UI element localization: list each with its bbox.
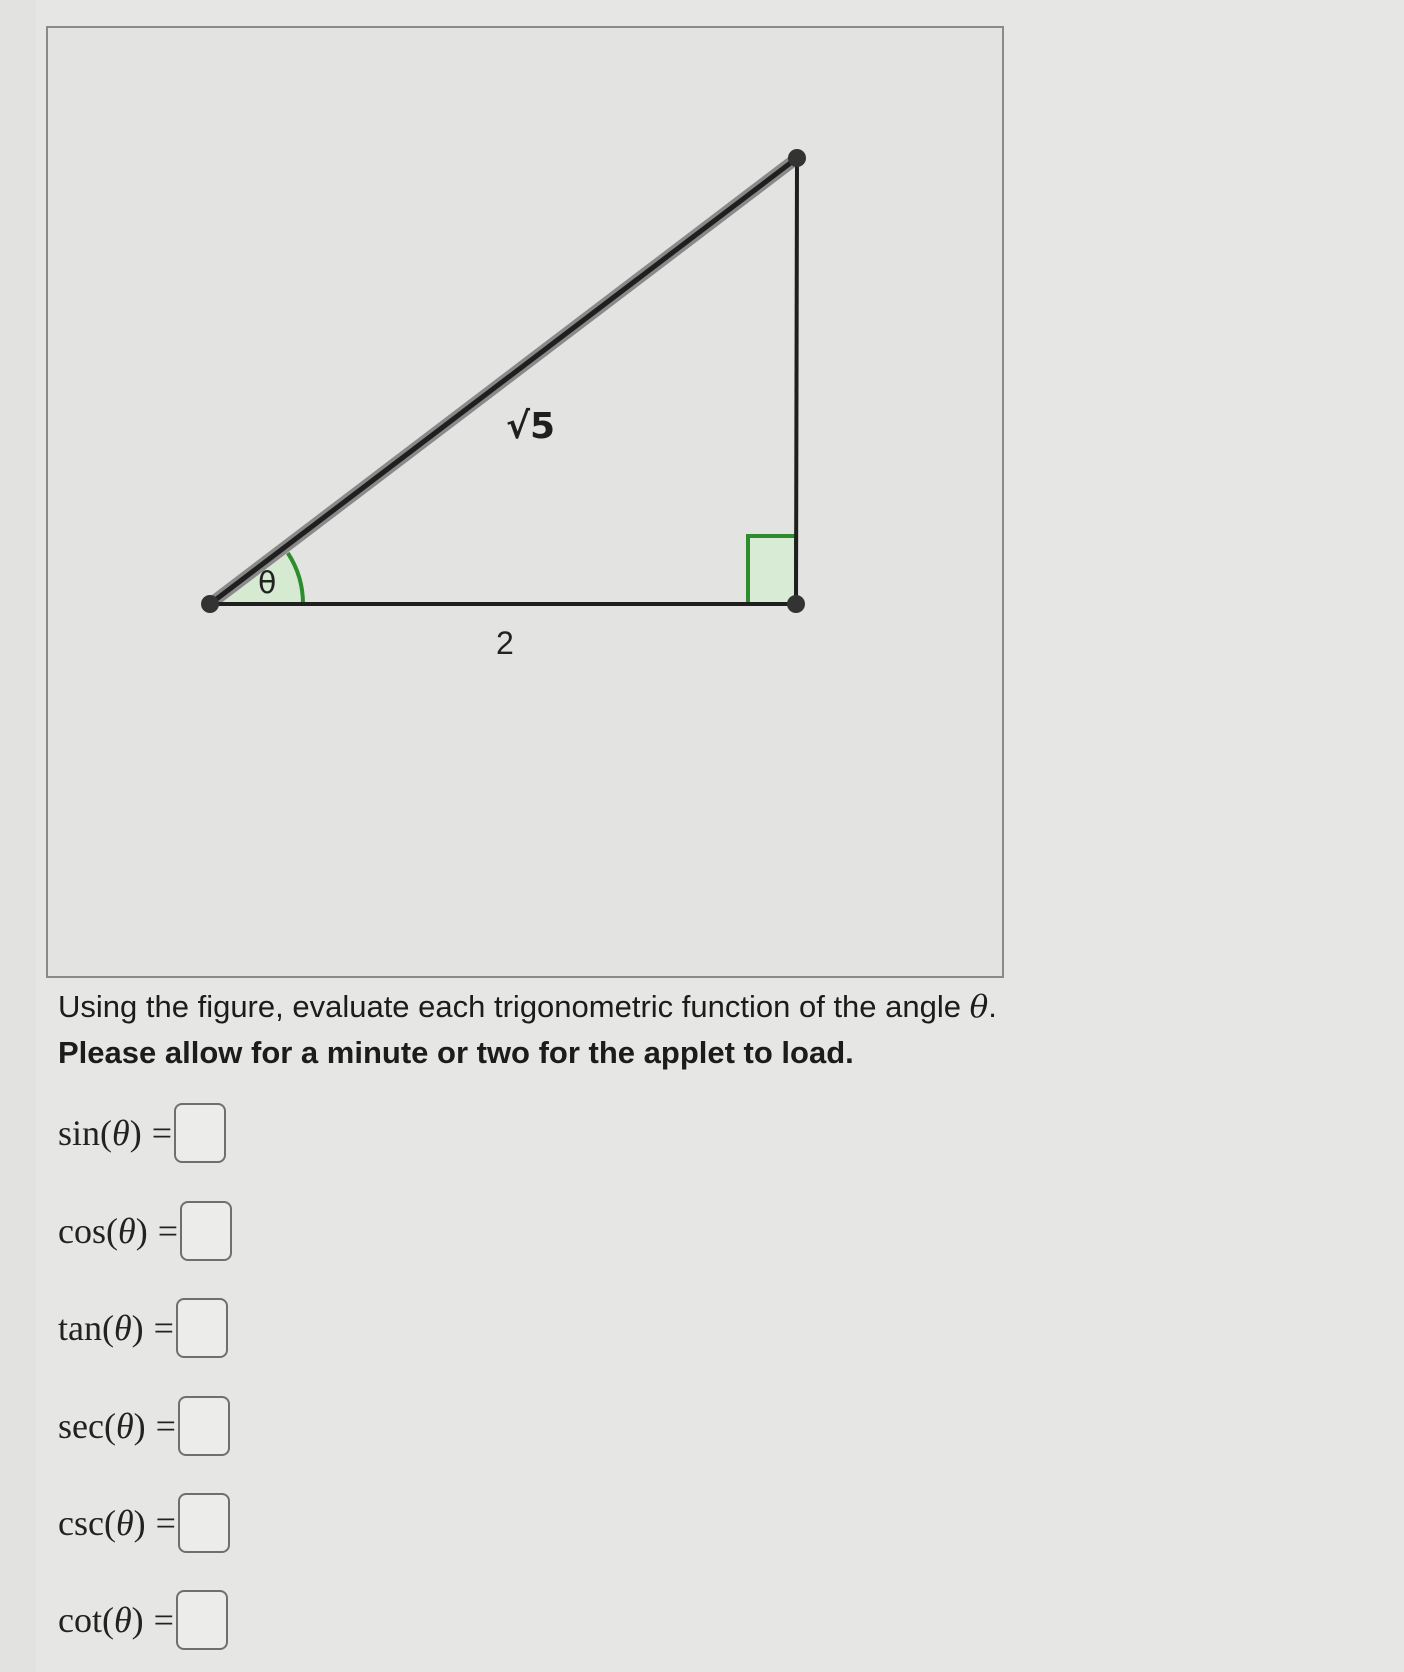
cos-func: cos bbox=[58, 1211, 106, 1251]
instructions bbox=[58, 984, 1118, 1076]
prompt-text: Using the figure, evaluate each trigonometric function of the angle bbox=[58, 989, 970, 1024]
csc-arg: θ bbox=[115, 1503, 134, 1543]
prompt-line bbox=[58, 984, 1118, 1030]
hypotenuse-line[interactable] bbox=[210, 158, 797, 604]
tan-equals: = bbox=[153, 1308, 174, 1348]
cot-arg: θ bbox=[113, 1600, 132, 1640]
sin-row bbox=[58, 1100, 226, 1166]
tan-answer-input[interactable] bbox=[176, 1298, 228, 1358]
tan-label: tan(θ) bbox=[58, 1308, 144, 1348]
csc-row bbox=[58, 1490, 230, 1556]
csc-equals: = bbox=[155, 1503, 176, 1543]
vertex-right-angle[interactable] bbox=[787, 595, 805, 613]
cos-label: cos(θ) bbox=[58, 1211, 148, 1251]
cot-answer-input[interactable] bbox=[176, 1590, 228, 1650]
cos-answer-input[interactable] bbox=[180, 1201, 232, 1261]
sec-func: sec bbox=[58, 1406, 104, 1446]
cot-equals: = bbox=[153, 1600, 174, 1640]
sec-equals: = bbox=[155, 1406, 176, 1446]
sec-answer-input[interactable] bbox=[178, 1396, 230, 1456]
sin-arg: θ bbox=[112, 1113, 130, 1153]
sec-row bbox=[58, 1393, 230, 1459]
csc-func: csc bbox=[58, 1503, 104, 1543]
triangle-figure bbox=[48, 28, 1002, 976]
cos-equals: = bbox=[157, 1211, 178, 1251]
vertical-leg-line[interactable] bbox=[796, 158, 797, 604]
cot-label: cot(θ) bbox=[58, 1600, 144, 1640]
csc-answer-input[interactable] bbox=[178, 1493, 230, 1553]
vertex-top[interactable] bbox=[788, 149, 806, 167]
page bbox=[36, 0, 1404, 1672]
hypotenuse-label: √5 bbox=[506, 406, 556, 447]
sin-answer-input[interactable] bbox=[174, 1103, 226, 1163]
right-angle-marker bbox=[748, 536, 796, 604]
triangle-applet[interactable] bbox=[46, 26, 1004, 978]
tan-func: tan bbox=[58, 1308, 102, 1348]
base-label: 2 bbox=[496, 625, 514, 661]
cos-arg: θ bbox=[118, 1211, 136, 1251]
tan-row bbox=[58, 1295, 228, 1361]
csc-label: csc(θ) bbox=[58, 1503, 146, 1543]
vertex-theta[interactable] bbox=[201, 595, 219, 613]
cos-row bbox=[58, 1198, 232, 1264]
cot-row bbox=[58, 1587, 228, 1653]
prompt-theta: θ bbox=[969, 989, 989, 1025]
sec-label: sec(θ) bbox=[58, 1406, 146, 1446]
cot-func: cot bbox=[58, 1600, 102, 1640]
sin-equals: = bbox=[151, 1113, 173, 1153]
angle-label: θ bbox=[258, 566, 277, 601]
sin-func: sin bbox=[58, 1113, 101, 1153]
load-notice: Please allow for a minute or two for the applet to load. bbox=[58, 1035, 854, 1070]
tan-arg: θ bbox=[113, 1308, 132, 1348]
sec-arg: θ bbox=[115, 1406, 134, 1446]
prompt-period: . bbox=[988, 989, 997, 1024]
sin-label: sin(θ) bbox=[58, 1113, 142, 1153]
